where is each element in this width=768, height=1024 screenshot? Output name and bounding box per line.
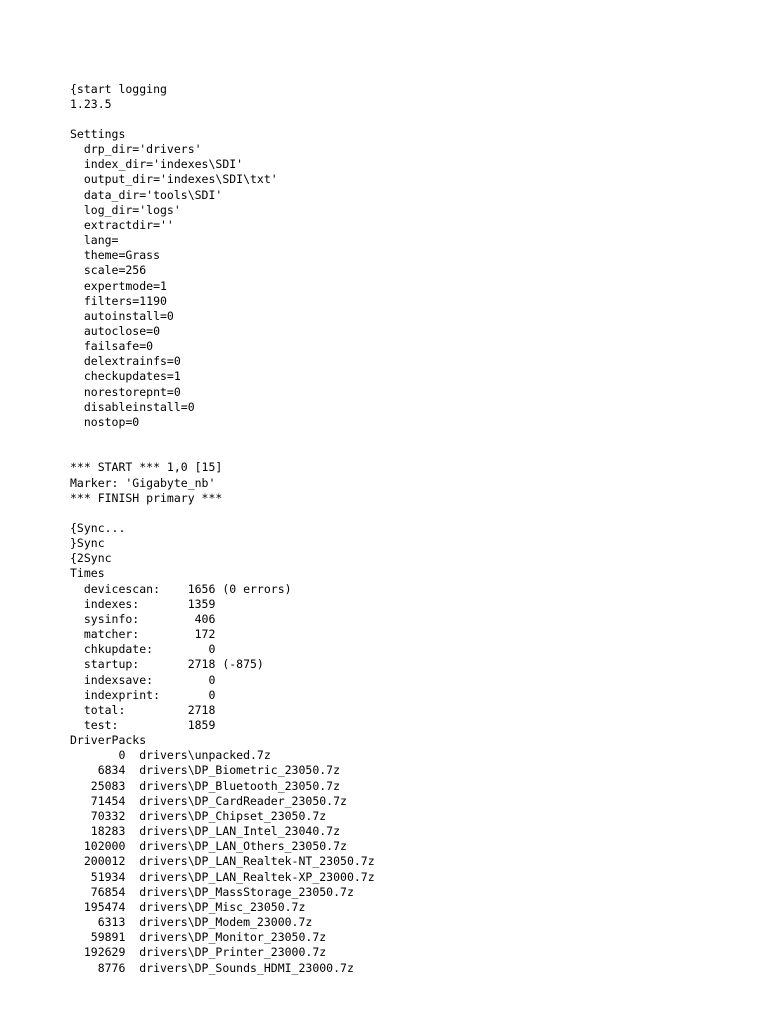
log-line: Times [70,566,105,581]
log-line: total: 2718 [70,702,216,717]
log-line: 6313 drivers\DP_Modem_23000.7z [70,915,313,930]
log-line: 70332 drivers\DP_Chipset_23050.7z [70,808,327,823]
log-line: log_dir='logs' [70,202,181,217]
log-line: 25083 drivers\DP_Bluetooth_23050.7z [70,778,341,793]
log-line: indexprint: 0 [70,687,216,702]
log-line: output_dir='indexes\SDI\txt' [70,172,278,187]
log-line: *** FINISH primary *** [70,490,223,505]
log-line: lang= [70,233,119,248]
log-line: checkupdates=1 [70,369,181,384]
log-line: devicescan: 1656 (0 errors) [70,581,292,596]
log-line: theme=Grass [70,248,161,263]
log-line: 6834 drivers\DP_Biometric_23050.7z [70,763,341,778]
log-line: 59891 drivers\DP_Monitor_23050.7z [70,930,327,945]
log-line: expertmode=1 [70,278,167,293]
log-line [70,445,768,460]
log-line: disableinstall=0 [70,399,195,414]
log-line: indexsave: 0 [70,672,216,687]
log-line: data_dir='tools\SDI' [70,187,223,202]
log-line: index_dir='indexes\SDI' [70,157,244,172]
log-line: extractdir='' [70,217,174,232]
log-line: nostop=0 [70,414,140,429]
log-line: 195474 drivers\DP_Misc_23050.7z [70,899,306,914]
log-line [70,506,768,521]
log-line: matcher: 172 [70,627,216,642]
log-line: 51934 drivers\DP_LAN_Realtek-XP_23000.7z [70,869,375,884]
log-line: DriverPacks [70,733,147,748]
log-line: norestorepnt=0 [70,384,181,399]
log-line: startup: 2718 (-875) [70,657,264,672]
log-line: 200012 drivers\DP_LAN_Realtek-NT_23050.7z [70,854,375,869]
log-line: delextrainfs=0 [70,354,181,369]
log-line: 76854 drivers\DP_MassStorage_23050.7z [70,884,354,899]
log-line: autoinstall=0 [70,308,174,323]
log-line: Marker: 'Gigabyte_nb' [70,475,216,490]
log-line: chkupdate: 0 [70,642,216,657]
log-line: 1.23.5 [70,96,112,111]
log-line: {Sync... [70,520,126,535]
log-line: }Sync [70,536,105,551]
log-line: *** START *** 1,0 [15] [70,460,223,475]
log-line: {start logging [70,81,167,96]
log-line: 0 drivers\unpacked.7z [70,748,271,763]
log-line: indexes: 1359 [70,596,216,611]
log-line: failsafe=0 [70,339,154,354]
log-line: {2Sync [70,551,112,566]
log-line: Settings [70,126,126,141]
log-line: test: 1859 [70,718,216,732]
log-line: 8776 drivers\DP_Sounds_HDMI_23000.7z [70,960,354,975]
log-text-body [70,82,768,976]
log-line: 192629 drivers\DP_Printer_23000.7z [70,945,327,960]
log-line: 102000 drivers\DP_LAN_Others_23050.7z [70,839,347,854]
log-line: autoclose=0 [70,323,161,338]
log-line: scale=256 [70,263,147,278]
log-line: 18283 drivers\DP_LAN_Intel_23040.7z [70,824,341,839]
log-line [70,430,768,445]
log-line: drp_dir='drivers' [70,142,202,157]
log-line: 71454 drivers\DP_CardReader_23050.7z [70,793,347,808]
log-line [70,112,768,127]
log-line: filters=1190 [70,293,167,308]
log-line: sysinfo: 406 [70,611,216,626]
